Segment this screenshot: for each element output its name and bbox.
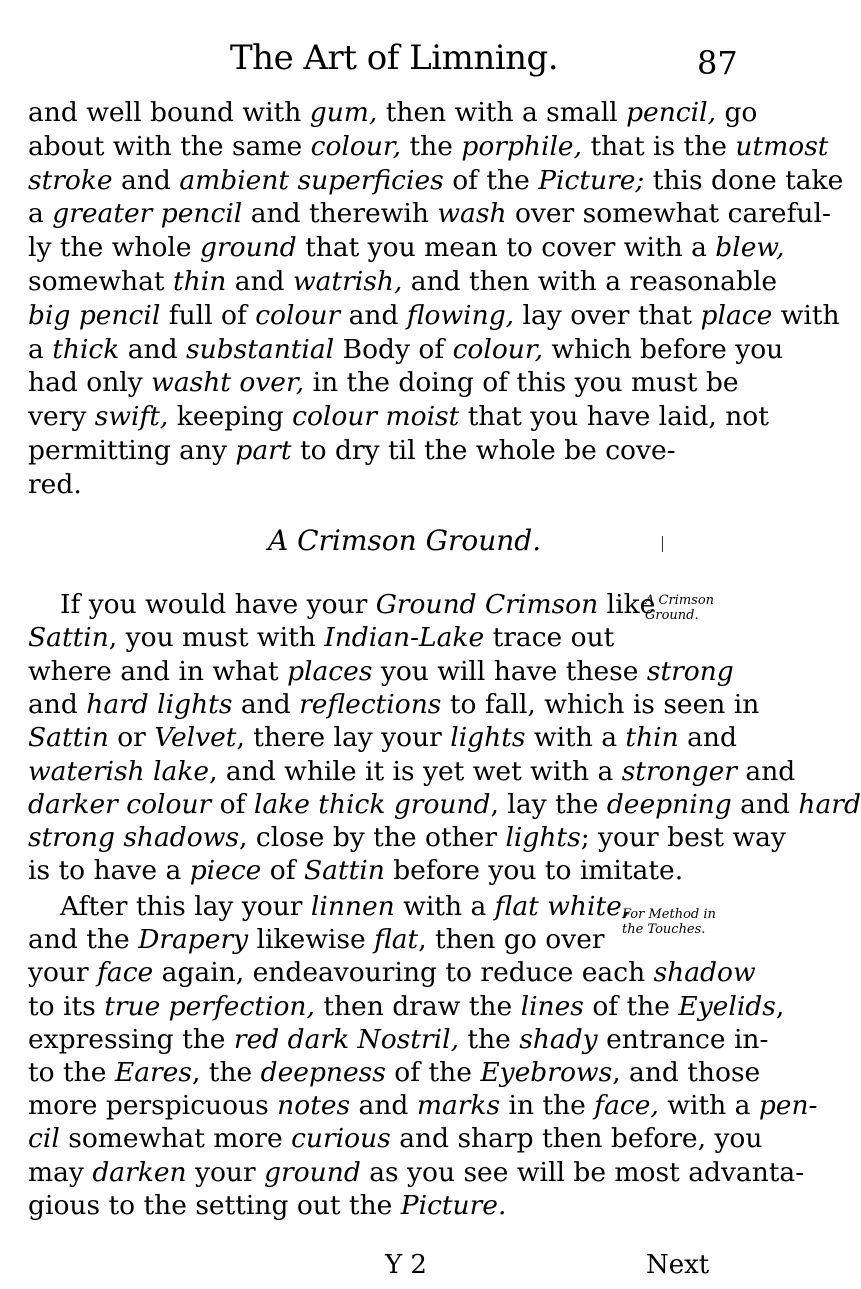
text-run: and well bound with [28, 97, 310, 128]
text-run: and sharp then before, you [390, 1123, 763, 1155]
text-line [28, 1123, 763, 1155]
italic-run: reflections [299, 688, 442, 720]
text-run: , [775, 990, 785, 1022]
text-line [28, 299, 840, 331]
italic-run: curious [291, 1123, 391, 1155]
text-run: and then with a reasonable [402, 266, 778, 297]
italic-run: flowing, [406, 299, 515, 331]
text-line [28, 622, 615, 654]
italic-run: pencil, [626, 97, 717, 128]
italic-run: stroke [28, 164, 113, 196]
text-run: likewise [248, 924, 375, 956]
italic-run: big pencil [28, 299, 161, 331]
text-line [28, 266, 778, 297]
text-run: trace out [484, 622, 615, 654]
italic-run: Picture. [400, 1189, 507, 1221]
text-run: somewhat [28, 266, 173, 297]
text-run: If you would have your [60, 589, 376, 620]
italic-run: waterish lake [28, 755, 210, 787]
text-line [28, 855, 684, 887]
text-run: may [28, 1156, 93, 1188]
text-run: again, endeavouring to reduce each [153, 957, 654, 989]
italic-run: lake thick ground [253, 788, 491, 820]
italic-run: face [97, 957, 154, 989]
text-line [28, 164, 844, 196]
italic-run: watrish, [292, 266, 403, 297]
catchword: Next [646, 1250, 710, 1280]
text-run: permitting any [28, 435, 236, 466]
text-run: , and while it is yet wet with a [209, 755, 622, 787]
text-run: and [678, 722, 737, 754]
text-run: and [119, 333, 187, 365]
italic-run: gum, [309, 97, 378, 128]
italic-run: Eares [114, 1057, 192, 1088]
text-run: lay over that [514, 299, 701, 331]
text-run: to fall, which is seen in [441, 688, 760, 720]
text-run: ; your best way [580, 822, 786, 854]
text-run: a [28, 333, 53, 365]
italic-run: Velvet [154, 722, 237, 754]
text-run: in the [500, 1090, 595, 1122]
text-run: with a [658, 1090, 759, 1122]
italic-run: Sattin [28, 722, 109, 754]
italic-run: notes [277, 1090, 351, 1122]
text-run: , the [191, 1057, 261, 1088]
italic-run: colour moist [292, 401, 460, 433]
text-run: the [401, 130, 462, 162]
text-run: gious to the setting out the [28, 1189, 401, 1221]
text-run: somewhat more [59, 1123, 292, 1155]
section-heading: A Crimson Ground. [268, 524, 542, 557]
italic-run: part [235, 435, 292, 466]
text-run: After this lay your [60, 891, 311, 922]
text-run: that you have laid, not [459, 401, 769, 433]
margin-note-line: For Method in [622, 907, 716, 922]
italic-run: Eyebrows [480, 1057, 613, 1088]
italic-run: ambient superficies [179, 164, 444, 196]
text-line [28, 468, 82, 500]
italic-run: darken [92, 1156, 187, 1188]
italic-run: colour, [452, 333, 544, 365]
italic-run: linnen [310, 891, 395, 922]
italic-run: ground [264, 1156, 361, 1188]
text-run: then with a small [377, 97, 627, 128]
text-run: and therewih [242, 198, 438, 230]
text-line [28, 401, 769, 433]
text-run: Body of [334, 333, 453, 365]
text-run: of [261, 855, 304, 887]
text-run: is to have a [28, 855, 190, 887]
text-run: keeping [168, 401, 293, 433]
italic-run: porphile, [461, 130, 583, 162]
italic-run: thin [173, 266, 227, 297]
text-run: and [731, 788, 799, 820]
text-run: , then go over [418, 924, 605, 956]
italic-run: blew, [715, 232, 785, 264]
text-run: the [459, 1023, 520, 1055]
text-run: , there lay your [236, 722, 451, 754]
text-run: about with the same [28, 130, 311, 162]
italic-run: shady [519, 1023, 598, 1055]
text-line [28, 990, 785, 1022]
text-run: like [598, 589, 656, 620]
text-run: , lay the [490, 788, 607, 820]
italic-run: ground [199, 232, 297, 264]
text-run: red. [28, 468, 82, 500]
text-line [28, 688, 760, 720]
text-run: this done take [644, 164, 844, 196]
text-run: to its [28, 990, 105, 1022]
italic-run: colour, [310, 130, 402, 162]
text-run: that you mean to cover with a [296, 232, 716, 264]
text-run: more perspicuous [28, 1090, 278, 1122]
italic-run: substantial [186, 333, 335, 365]
italic-run: hard [798, 788, 861, 820]
italic-run: piece [189, 855, 262, 887]
italic-run: colour [255, 299, 341, 331]
italic-run: strong [646, 655, 734, 687]
text-run: to the [28, 1057, 115, 1088]
text-line [28, 1156, 805, 1188]
italic-run: utmost [735, 130, 829, 162]
text-run: entrance in- [597, 1023, 769, 1055]
text-run: and [226, 266, 293, 297]
italic-run: Drapery [138, 924, 249, 956]
text-run: then draw the [314, 990, 521, 1022]
text-run: ly the whole [28, 232, 200, 264]
text-run: , close by the other [239, 822, 506, 854]
text-run: of the [385, 1057, 481, 1088]
text-run: a [28, 198, 53, 230]
text-line [60, 891, 631, 922]
italic-run: pen- [758, 1090, 818, 1122]
italic-run: greater pencil [52, 198, 243, 230]
text-line [28, 130, 829, 162]
text-line [28, 435, 676, 466]
italic-run: Indian-Lake [324, 622, 485, 654]
text-line [60, 589, 656, 620]
text-run: and [340, 299, 407, 331]
italic-run: hard lights [86, 688, 233, 720]
text-line [28, 1023, 769, 1055]
italic-run: thin [625, 722, 679, 754]
text-line [28, 722, 737, 754]
text-run: with a [394, 891, 495, 922]
text-run: or [108, 722, 155, 754]
italic-run: swift, [94, 401, 169, 433]
italic-run: lights [450, 722, 526, 754]
margin-note-line: Ground. [645, 607, 699, 623]
text-run: , you must with [108, 622, 325, 654]
text-run: and [232, 688, 300, 720]
page-number: 87 [697, 44, 738, 82]
text-line [28, 1057, 761, 1088]
text-run: of the [583, 990, 679, 1022]
italic-run: thick [52, 333, 120, 365]
running-title: The Art of Limning. [230, 38, 559, 78]
text-line [28, 1189, 507, 1221]
italic-run: flat [374, 924, 419, 956]
italic-run: Ground Crimson [375, 589, 599, 620]
text-run: of the [443, 164, 539, 196]
italic-run: lights [505, 822, 581, 854]
signature-mark: Y 2 [385, 1250, 427, 1280]
italic-run: washt over, [151, 367, 305, 399]
italic-run: lines [520, 990, 584, 1022]
italic-run: stronger [621, 755, 737, 787]
text-run: and [112, 164, 180, 196]
text-line [28, 232, 785, 264]
text-run: and the [28, 924, 139, 956]
margin-note-crimson-ground [645, 594, 714, 624]
text-run: your [28, 957, 98, 989]
text-run: as you see will be most advanta- [360, 1156, 805, 1188]
text-line [28, 1090, 818, 1122]
text-run: with [772, 299, 840, 331]
text-run: very [28, 401, 95, 433]
text-run: and [28, 688, 87, 720]
text-line [28, 957, 756, 989]
italic-run: strong shadows [28, 822, 239, 854]
italic-run: red dark Nostril, [233, 1023, 459, 1055]
italic-run: face, [594, 1090, 659, 1122]
text-run: in the doing of this you must be [304, 367, 739, 399]
italic-run: cil [28, 1123, 60, 1155]
text-run: and [350, 1090, 417, 1122]
text-run: which before you [543, 333, 784, 365]
italic-run: marks [416, 1090, 501, 1122]
italic-run: place [700, 299, 773, 331]
text-line [28, 788, 861, 820]
text-line [28, 655, 734, 687]
italic-run: true perfection, [104, 990, 315, 1022]
text-run: with a [525, 722, 626, 754]
text-run: full of [160, 299, 256, 331]
italic-run: deepning [606, 788, 732, 820]
italic-run: Sattin [28, 622, 109, 654]
text-line [28, 924, 605, 956]
margin-note-line: the Touches. [622, 921, 706, 937]
italic-run: Picture; [538, 164, 645, 196]
italic-run: flat white, [494, 891, 631, 922]
text-run: and [736, 755, 796, 787]
italic-run: Eyelids [678, 990, 776, 1022]
text-run: to dry til the whole be cove- [291, 435, 676, 466]
text-run: you will have these [372, 655, 647, 687]
italic-run: darker colour [28, 788, 212, 820]
text-run: that is the [582, 130, 736, 162]
margin-note-line: A Crimson [645, 593, 715, 608]
text-line [28, 367, 739, 399]
text-run: , and those [612, 1057, 761, 1088]
margin-note-method [622, 908, 716, 938]
text-run: over somewhat careful- [506, 198, 831, 230]
margin-mark [662, 536, 663, 552]
text-run: had only [28, 367, 152, 399]
text-run: go [716, 97, 758, 128]
text-run: before you to imitate. [384, 855, 684, 887]
italic-run: places [287, 655, 373, 687]
text-line [28, 97, 758, 128]
italic-run: Sattin [303, 855, 385, 887]
italic-run: wash [437, 198, 507, 230]
italic-run: deepness [260, 1057, 386, 1088]
text-line [28, 755, 796, 787]
text-line [28, 822, 786, 854]
text-run: your [186, 1156, 265, 1188]
text-run: expressing the [28, 1023, 234, 1055]
text-run: of [211, 788, 254, 820]
italic-run: shadow [653, 957, 756, 989]
text-line [28, 198, 831, 230]
text-line [28, 333, 784, 365]
text-run: where and in what [28, 655, 288, 687]
